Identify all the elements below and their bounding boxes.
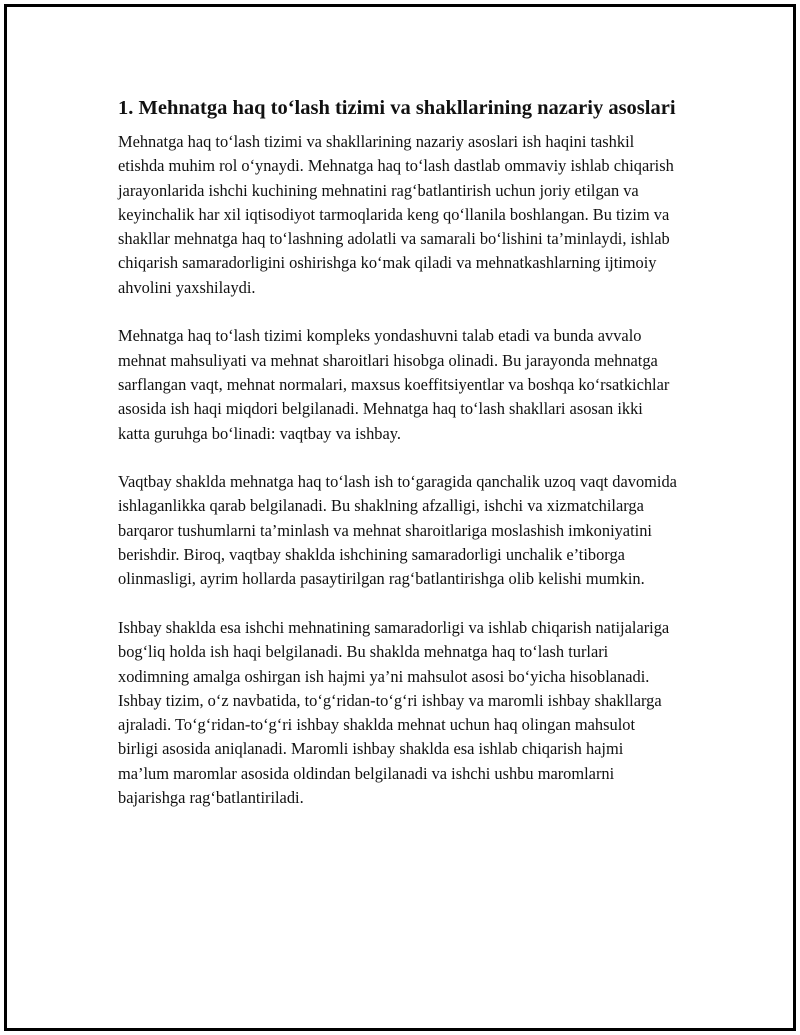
paragraph-time-based: Vaqtbay shaklda mehnatga haq to‘lash ish to‘garagida qanchalik uzoq vaqt davomida ishlaganlikka qarab belgilanadi. Bu shaklning afzalligi, ishchi va xizmatchilarga barqaror tushumlarni ta’minlash va mehnat sharoitlariga moslashish imkoniyatini berishdir. Biroq, vaqtbay shaklda ishchining samaradorligi unchalik e’tiborga olinmasligi, ayrim hollarda pasaytirilgan rag‘batlantirishga olib kelishi mumkin. — [118, 472, 677, 589]
paragraph-system: Mehnatga haq to‘lash tizimi kompleks yondashuvni talab etadi va bunda avvalo mehnat mahsuliyati va mehnat sharoitlari hisobga olinadi. Bu jarayonda mehnatga sarflangan vaqt, mehnat normalari, maxsus koeffitsiyentlar va boshqa ko‘rsatkichlar asosida ish haqi miqdori belgilanadi. Mehnatga haq to‘lash shakllari asosan ikki katta guruhga bo‘linadi: vaqtbay va ishbay. — [118, 326, 670, 443]
paragraph-piece-rate: Ishbay shaklda esa ishchi mehnatining samaradorligi va ishlab chiqarish natijalariga bog‘liq holda ish haqi belgilanadi. Bu shaklda mehnatga haq to‘lash turlari xodimning amalga oshirgan ish hajmi ya’ni mahsulot asosi bo‘yicha hisoblanadi. Ishbay tizim, o‘z navbatida, to‘g‘ridan-to‘g‘ri ishbay va maromli ishbay shakllarga ajraladi. To‘g‘ridan-to‘g‘ri ishbay shaklda mehnat uchun haq olingan mahsulot birligi asosida aniqlanadi. Maromli ishbay shaklda esa ishlab chiqarish hajmi ma’lum maromlar asosida oldindan belgilanadi va ishchi ushbu maromlarni bajarishga rag‘batlantiriladi. — [118, 617, 670, 808]
document-body — [118, 94, 678, 835]
section-heading: 1. Mehnatga haq to‘lash tizimi va shakllarining nazariy asoslari — [118, 97, 676, 119]
paragraph-intro: Mehnatga haq to‘lash tizimi va shakllarining nazariy asoslari ish haqini tashkil etishda muhim rol o‘ynaydi. Mehnatga haq to‘lash dastlab ommaviy ishlab chiqarish jarayonlarida ishchi kuchining mehnatini rag‘batlantirish uchun joriy etilgan va keyinchalik har xil iqtisodiyot tarmoqlarida keng qo‘llanila boshlangan. Bu tizim va shakllar mehnatga haq to‘lashning adolatli va samarali bo‘lishini ta’minlaydi, ishlab chiqarish samaradorligini oshirishga ko‘mak qiladi va mehnatkashlarning ijtimoiy ahvolini yaxshilaydi. — [118, 132, 674, 297]
